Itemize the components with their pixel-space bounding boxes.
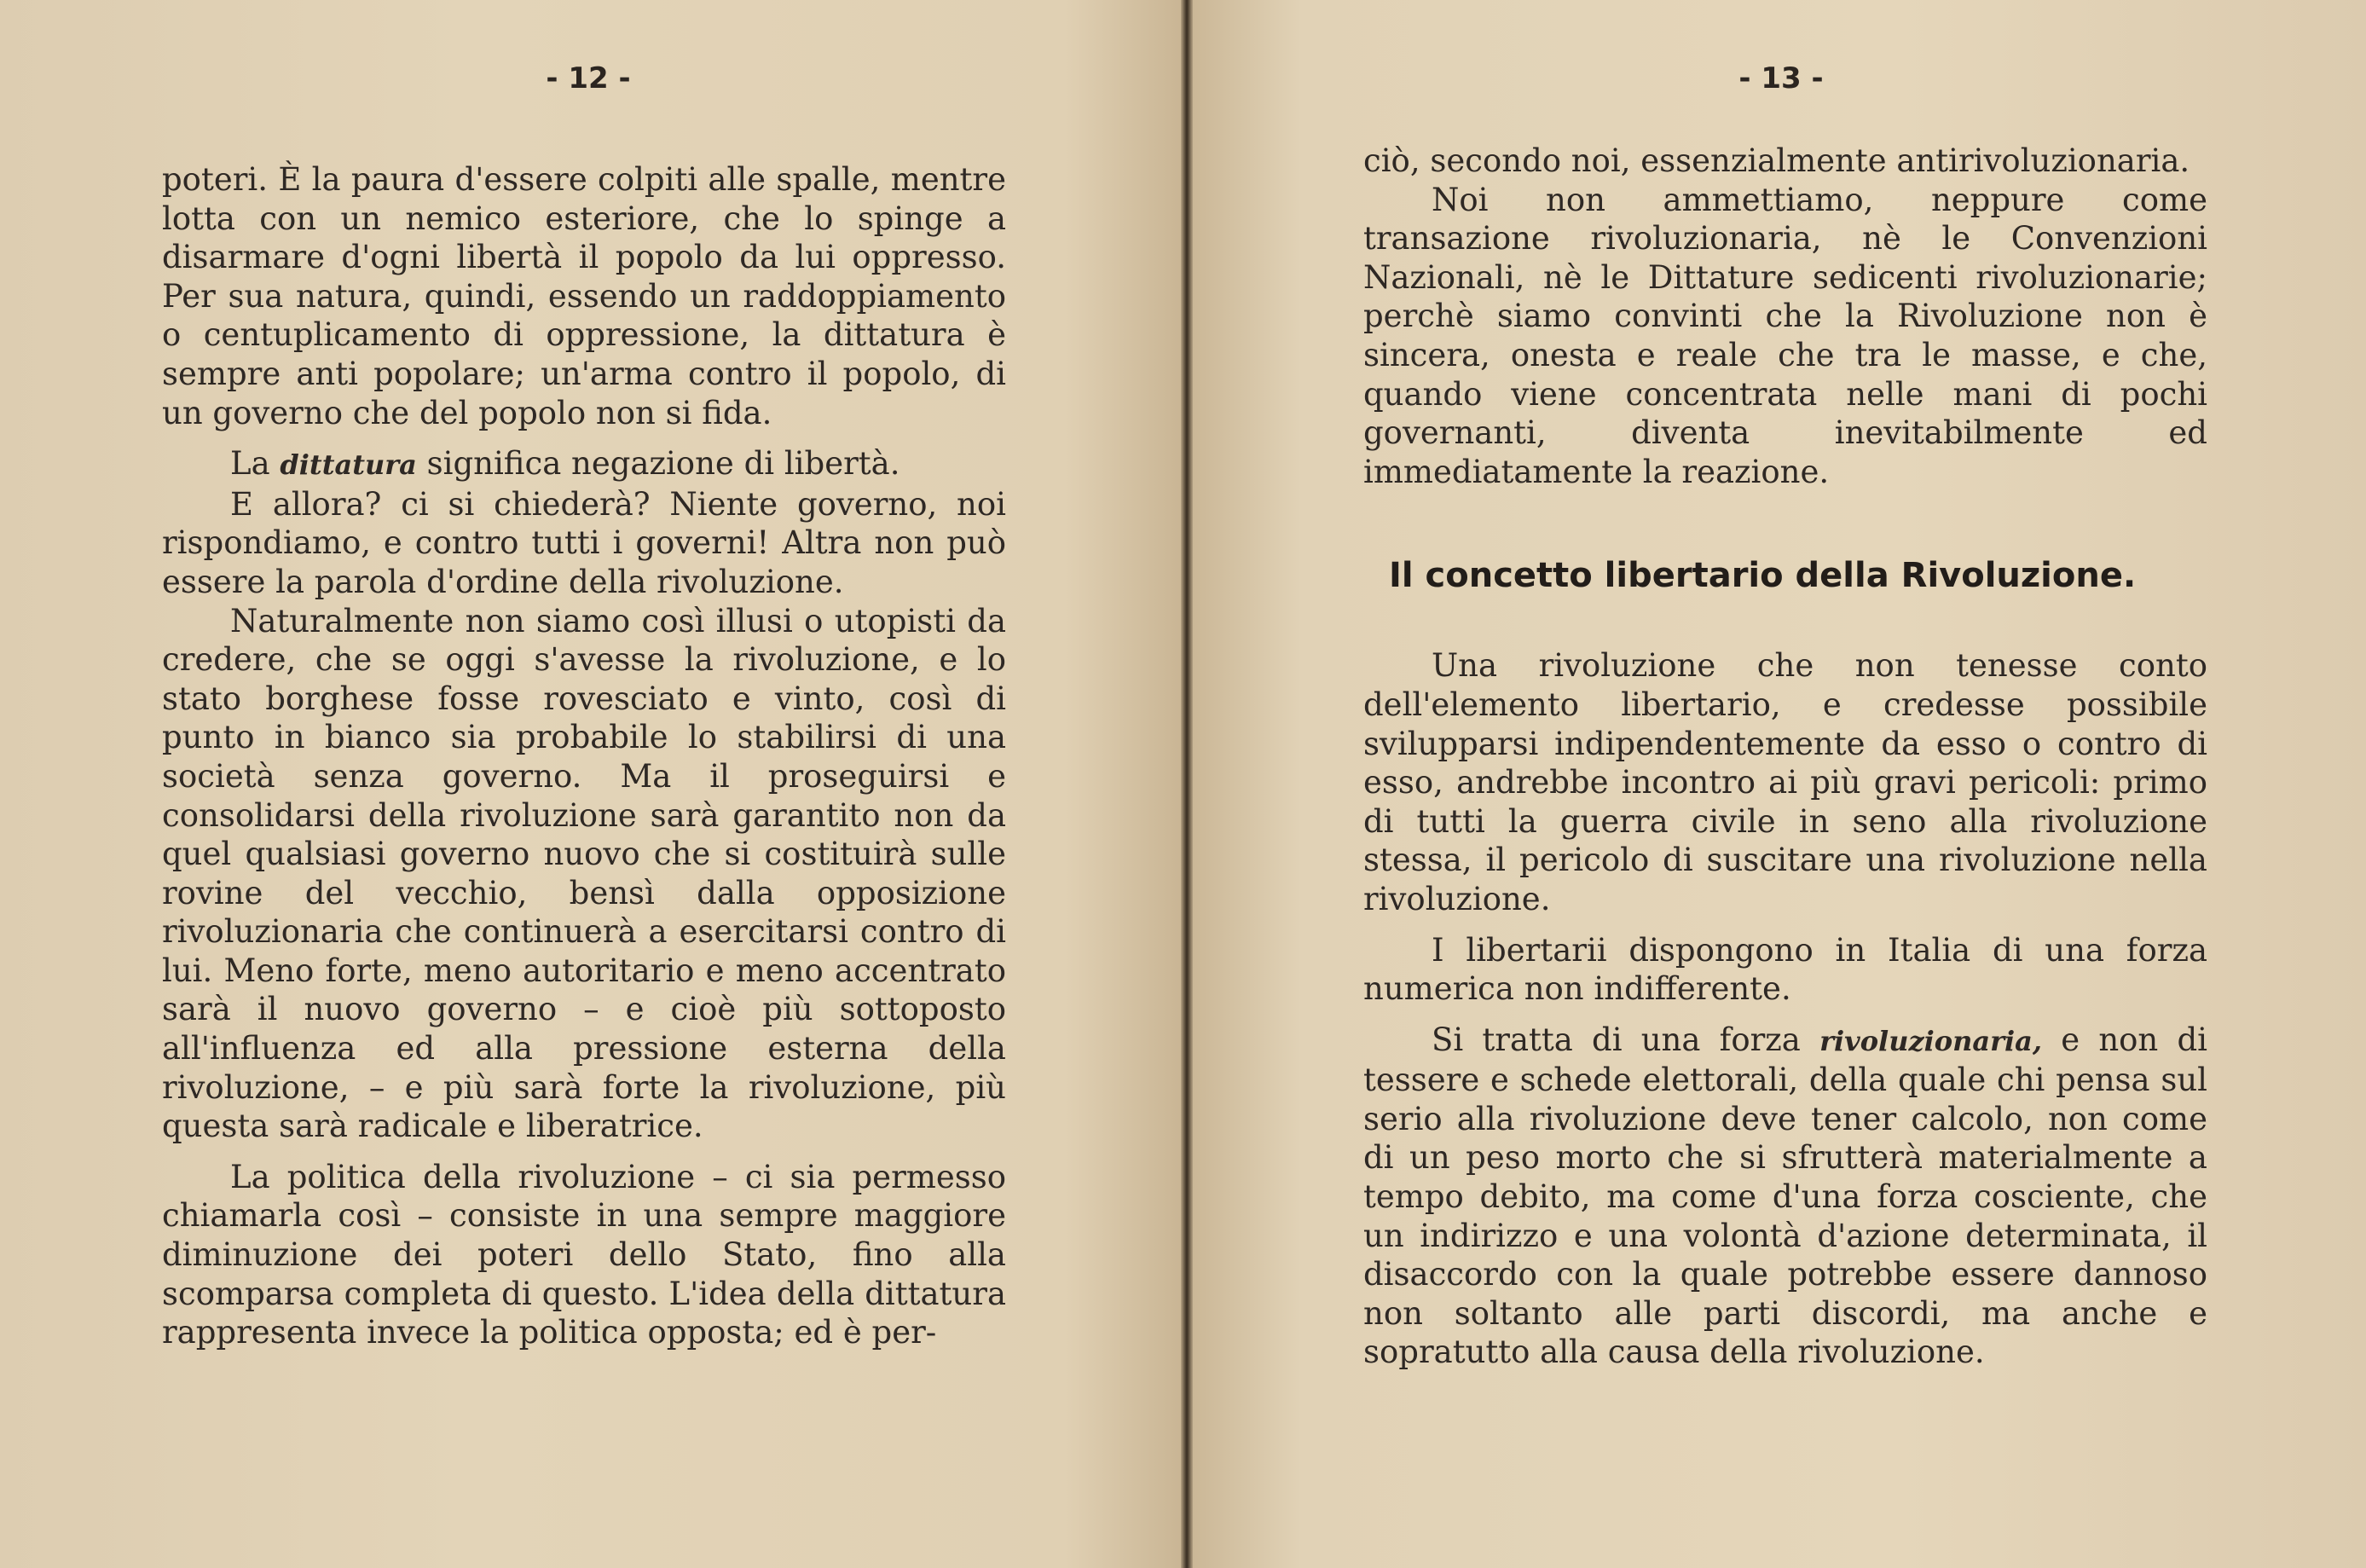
paragraph: Naturalmente non siamo così illusi o utopisti da credere, che se oggi s'avesse la rivoluzione, e lo stato borghese fosse rovesciato e vinto, così di punto in bianco sia probabile lo stabilirsi di una società senza governo. Ma il proseguirsi e consolidarsi della rivoluzione sarà garantito non da quel qualsiasi governo nuovo che si costituirà sulle rovine del vecchio, bensì dalla opposizione rivoluzionaria che continuerà a esercitarsi contro di lui. Meno forte, meno autoritario e meno accentrato sarà il nuovo governo – e cioè più sottoposto all'influenza ed alla pressione esterna della rivoluzione, – e più sarà forte la rivoluzione, più questa sarà radicale e liberatrice. (162, 602, 1006, 1145)
paragraph-text: e non di tessere e schede elettorali, della quale chi pensa sul serio alla rivoluzione deve tener calcolo, non come di un peso morto che si sfrutterà materialmente a tempo debito, ma come d'una forza cosciente, che un indirizzo e una volontà d'azione determinata, il disaccordo con la quale potrebbe essere dannoso non soltanto alle parti discordi, ma anche e sopratutto alla causa della rivoluzione. (1363, 1021, 2207, 1371)
paragraph: E allora? ci si chiederà? Niente governo, noi rispondiamo, e contro tutti i governi! Altra non può essere la parola d'ordine della rivoluzione. (162, 485, 1006, 600)
paragraph: I libertarii dispongono in Italia di una forza numerica non indifferente. (1363, 931, 2207, 1008)
paragraph: Noi non ammettiamo, neppure come transazione rivoluzionaria, nè le Convenzioni Nazionali, nè le Dittature sedicenti rivoluzionarie; perchè siamo convinti che la Rivoluzione non è sincera, onesta e reale che tra le masse, e che, quando viene concentrata nelle mani di pochi governanti, diventa inevitabilmente ed immediatamente la reazione. (1363, 181, 2207, 490)
paragraph-text: significa negazione di libertà. (416, 445, 900, 483)
paragraph (162, 444, 1006, 485)
paragraph-text: La (230, 445, 281, 483)
book-gutter (1181, 0, 1193, 1568)
left-page (0, 0, 1181, 1568)
emphasis-text: rivoluzionaria, (1819, 1024, 2043, 1057)
right-page (1193, 0, 2366, 1568)
left-text-block (162, 160, 1006, 1352)
paragraph: ciò, secondo noi, essenzialmente antirivoluzionaria. (1363, 142, 2190, 179)
paragraph: Una rivoluzione che non tenesse conto dell'elemento libertario, e credesse possibile svilupparsi indipendentemente da esso o contro di esso, andrebbe incontro ai più gravi pericoli: primo di tutti la guerra civile in seno alla rivoluzione stessa, il pericolo di suscitare una rivoluzione nella rivoluzione. (1363, 647, 2207, 917)
right-text-block (1363, 142, 2207, 1372)
paragraph: poteri. È la paura d'essere colpiti alle spalle, mentre lotta con un nemico esteriore, che lo spinge a disarmare d'ogni libertà il popolo da lui oppresso. Per sua natura, quindi, essendo un raddoppiamento o centuplicamento di oppressione, la dittatura è sempre anti popolare; un'arma contro il popolo, di un governo che del popolo non si fida. (162, 161, 1006, 431)
emphasis-text: dittatura (280, 448, 417, 482)
section-heading: Il concetto libertario della Rivoluzione. (1389, 556, 2137, 596)
page-number-left: - 12 - (546, 61, 631, 95)
page-number-right: - 13 - (1738, 61, 1824, 95)
paragraph-text: Si tratta di una forza (1432, 1021, 1820, 1058)
paragraph (1363, 1021, 2207, 1372)
paragraph: La politica della rivoluzione – ci sia permesso chiamarla così – consiste in una sempre maggiore diminuzione dei poteri dello Stato, fino alla scomparsa completa di questo. L'idea della dittatura rappresenta invece la politica opposta; ed è per- (162, 1158, 1006, 1351)
